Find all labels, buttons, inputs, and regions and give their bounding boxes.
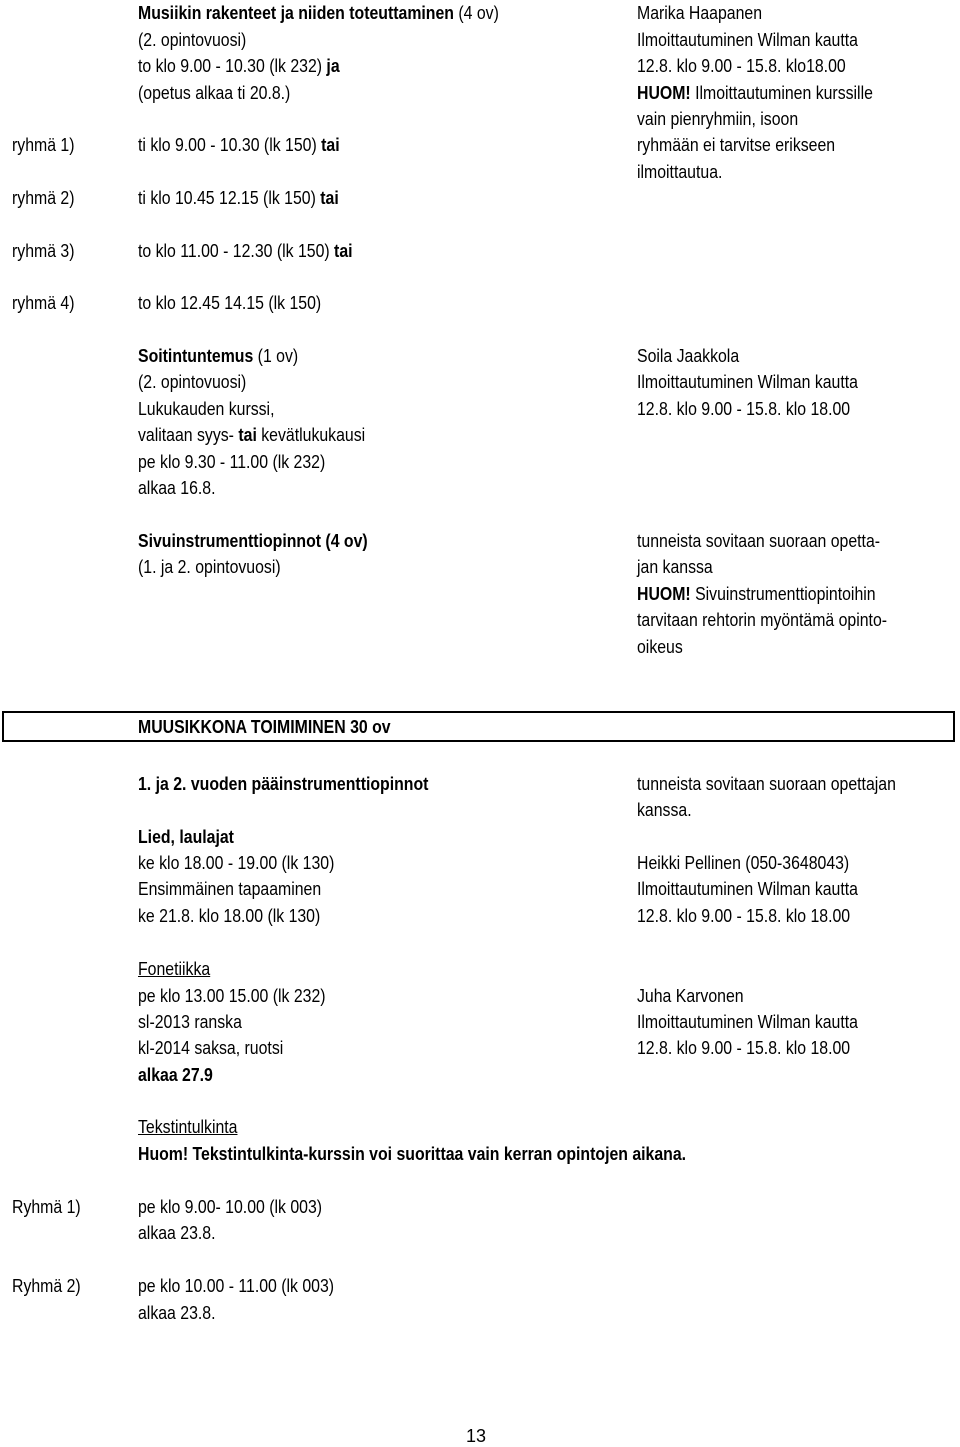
fonetiikka-time: pe klo 13.00 15.00 (lk 232)	[138, 986, 326, 1006]
course1-title-credits: (4 ov)	[453, 3, 499, 23]
tekstintulkinta-group1-start: alkaa 23.8.	[138, 1223, 216, 1243]
fonetiikka-registration: Ilmoittautuminen Wilman kautta	[637, 1012, 858, 1032]
course1-lecture-time	[138, 53, 340, 79]
course2-teacher: Soila Jaakkola	[637, 346, 740, 366]
lied-title: Lied, laulajat	[138, 827, 234, 847]
course1-group2-text: ti klo 10.45 12.15 (lk 150)	[138, 188, 321, 208]
course1-group3-conj: tai	[334, 241, 353, 261]
course2-title-credits: (1 ov)	[253, 346, 299, 366]
course2-term-choice-conj: tai	[238, 425, 257, 445]
course1-title-name: Musiikin rakenteet ja niiden toteuttaminen	[138, 3, 454, 23]
tekstintulkinta-group2-time: pe klo 10.00 - 11.00 (lk 003)	[138, 1276, 335, 1296]
course1-group1-conj: tai	[321, 135, 340, 155]
course3-title: Sivuinstrumenttiopinnot (4 ov)	[138, 531, 368, 551]
course1-registration-period: 12.8. klo 9.00 - 15.8. klo18.00	[637, 56, 846, 76]
main-instrument-title: 1. ja 2. vuoden pääinstrumenttiopinnot	[138, 774, 429, 794]
lied-first-meeting-time: ke 21.8. klo 18.00 (lk 130)	[138, 906, 321, 926]
course2-registration-period: 12.8. klo 9.00 - 15.8. klo 18.00	[637, 399, 851, 419]
course1-note-line3: ryhmään ei tarvitse erikseen	[637, 135, 836, 155]
course1-title	[138, 0, 499, 26]
course2-title-name: Soitintuntemus	[138, 346, 254, 366]
course1-group4-time: to klo 12.45 14.15 (lk 150)	[138, 293, 322, 313]
group-label-3: ryhmä 3)	[12, 241, 75, 261]
tekstintulkinta-group1-time: pe klo 9.00- 10.00 (lk 003)	[138, 1197, 323, 1217]
course2-term-choice	[138, 422, 365, 448]
fonetiikka-spring: kl-2014 saksa, ruotsi	[138, 1038, 284, 1058]
course1-group3-text: to klo 11.00 - 12.30 (lk 150)	[138, 241, 335, 261]
course1-note-huom: HUOM!	[637, 83, 691, 103]
course1-note-text: Ilmoittautuminen kurssille	[690, 83, 873, 103]
course2-term-choice-pre: valitaan syys-	[138, 425, 239, 445]
group-label-4: ryhmä 4)	[12, 293, 75, 313]
group-label-Ryhma-1: Ryhmä 1)	[12, 1197, 81, 1217]
course3-note-line5: oikeus	[637, 637, 683, 657]
course1-note-line2: vain pienryhmiin, isoon	[637, 109, 799, 129]
course1-group1-time	[138, 132, 340, 158]
course1-lecture-conj: ja	[326, 56, 340, 76]
course1-group3-time	[138, 238, 353, 264]
course3-note-line4: tarvitaan rehtorin myöntämä opinto-	[637, 610, 888, 630]
course3-note-text: Sivuinstrumenttiopintoihin	[690, 584, 876, 604]
fonetiikka-title: Fonetiikka	[138, 959, 211, 979]
course1-note-line1	[637, 80, 873, 106]
fonetiikka-autumn: sl-2013 ranska	[138, 1012, 242, 1032]
course3-note-line3	[637, 581, 876, 607]
lied-registration-period: 12.8. klo 9.00 - 15.8. klo 18.00	[637, 906, 851, 926]
course1-teacher: Marika Haapanen	[637, 3, 763, 23]
course1-study-year: (2. opintovuosi)	[138, 30, 247, 50]
course1-group2-conj: tai	[320, 188, 339, 208]
group-label-1: ryhmä 1)	[12, 135, 75, 155]
fonetiikka-teacher: Juha Karvonen	[637, 986, 744, 1006]
lied-time: ke klo 18.00 - 19.00 (lk 130)	[138, 853, 335, 873]
course2-term-choice-post: kevätlukukausi	[256, 425, 366, 445]
course3-note-line2: jan kanssa	[637, 557, 713, 577]
lied-registration: Ilmoittautuminen Wilman kautta	[637, 879, 858, 899]
course1-group1-text: ti klo 9.00 - 10.30 (lk 150)	[138, 135, 322, 155]
course2-start: alkaa 16.8.	[138, 478, 216, 498]
course2-study-year: (2. opintovuosi)	[138, 372, 247, 392]
course3-study-year: (1. ja 2. opintovuosi)	[138, 557, 281, 577]
course2-registration: Ilmoittautuminen Wilman kautta	[637, 372, 858, 392]
group-label-2: ryhmä 2)	[12, 188, 75, 208]
tekstintulkinta-group2-start: alkaa 23.8.	[138, 1303, 216, 1323]
tekstintulkinta-title: Tekstintulkinta	[138, 1117, 238, 1137]
lied-first-meeting: Ensimmäinen tapaaminen	[138, 879, 322, 899]
course1-note-line4: ilmoittautua.	[637, 162, 723, 182]
main-instrument-note-line2: kanssa.	[637, 800, 692, 820]
course2-term-course: Lukukauden kurssi,	[138, 399, 275, 419]
page-number: 13	[466, 1426, 487, 1446]
course3-note-huom: HUOM!	[637, 584, 691, 604]
course1-registration: Ilmoittautuminen Wilman kautta	[637, 30, 858, 50]
course2-title	[138, 343, 298, 369]
course2-time: pe klo 9.30 - 11.00 (lk 232)	[138, 452, 326, 472]
tekstintulkinta-note: Huom! Tekstintulkinta-kurssin voi suorittaa vain kerran opintojen aikana.	[138, 1144, 687, 1164]
fonetiikka-start: alkaa 27.9	[138, 1065, 213, 1085]
main-instrument-note-line1: tunneista sovitaan suoraan opettajan	[637, 774, 896, 794]
fonetiikka-registration-period: 12.8. klo 9.00 - 15.8. klo 18.00	[637, 1038, 851, 1058]
group-label-Ryhma-2: Ryhmä 2)	[12, 1276, 81, 1296]
lied-teacher: Heikki Pellinen (050-3648043)	[637, 853, 850, 873]
course1-lecture-time-text: to klo 9.00 - 10.30 (lk 232)	[138, 56, 327, 76]
course1-group2-time	[138, 185, 339, 211]
course1-start-note: (opetus alkaa ti 20.8.)	[138, 83, 291, 103]
course3-note-line1: tunneista sovitaan suoraan opetta-	[637, 531, 881, 551]
section-heading: MUUSIKKONA TOIMIMINEN 30 ov	[138, 717, 391, 737]
